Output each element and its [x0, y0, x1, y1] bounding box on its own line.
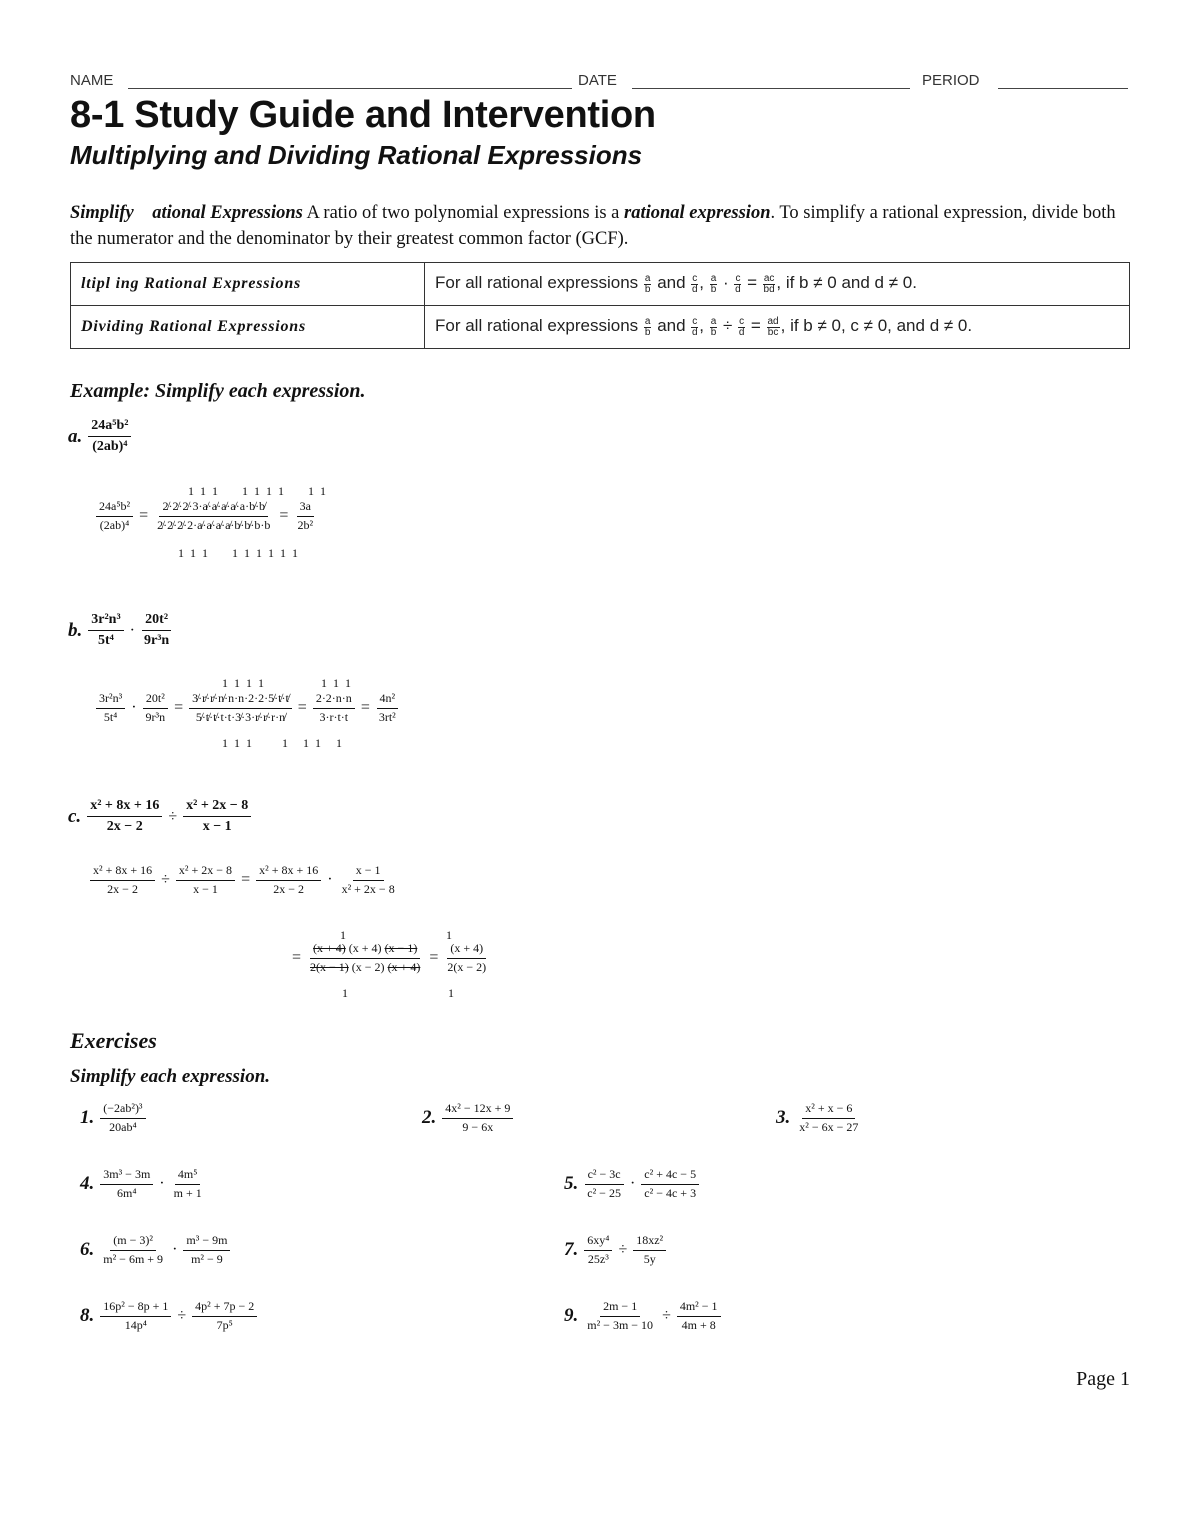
example-c-problem: c. $\frac{\text{x² + 8x + 16}}{2x - 2}$ ÷ $\frac{\text{x² + 2x − 8}}{x - 1}$ — [68, 798, 251, 835]
frac-den: 5̸·t̸·t̸·t·t·3̸·3·r̸·r̸·r·n̸ — [195, 709, 286, 724]
frac-den: 9 − 6x — [462, 1119, 494, 1134]
frac-num: 24a⁵b² — [88, 418, 131, 437]
work-frac-3 — [189, 692, 292, 725]
frac-num: a — [710, 315, 717, 327]
frac-den: bd — [763, 283, 775, 295]
frac-num: c — [735, 272, 741, 284]
frac-den: 5t⁴ — [103, 709, 118, 724]
operator: ÷ — [618, 1241, 628, 1259]
frac-den: bc — [767, 326, 779, 338]
exercise-label: 5. — [564, 1173, 579, 1195]
frac-den: m² − 6m + 9 — [103, 1251, 164, 1266]
exercise-7 — [564, 1234, 666, 1267]
rule-frac-a-b-2 — [710, 274, 718, 295]
factor-cancelled: (x − 1) — [384, 941, 418, 955]
example-c-one-bottom-1: 1 — [342, 986, 348, 1000]
frac-2 — [633, 1234, 666, 1267]
rule-and: and — [657, 316, 686, 336]
frac-1 — [100, 1300, 171, 1333]
example-a-ones-top: 1 1 1 1 1 1 1 1 1 — [188, 484, 326, 498]
exercise-label: 3. — [776, 1107, 791, 1129]
operator: ÷ — [177, 1307, 187, 1325]
factor-cancelled: 2(x − 1) — [310, 959, 349, 974]
frac-num — [310, 942, 420, 959]
frac-num: m³ − 9m — [183, 1234, 230, 1251]
frac-num: 20t² — [142, 612, 171, 631]
rule-frac-c-d-2 — [734, 274, 741, 295]
example-c-work-1: $\frac{\text{x² + 8x + 16}}{2x - 2}$ ÷ $\frac{\text{x² + 2x − 8}}{x - 1}$ = $\frac{\text{x² + 8x + 16}}{2x - 2}$ · $\frac{x - 1}{\text{x² + 2x − 8}}$ — [90, 864, 398, 897]
exercises-subheading: Simplify each expression. — [70, 1066, 271, 1087]
frac-num: 2m − 1 — [600, 1300, 640, 1317]
work-frac-3 — [256, 864, 321, 897]
exercise-1 — [80, 1102, 146, 1135]
intro-term: rational expression — [624, 203, 771, 223]
frac-den: m² − 9 — [191, 1251, 223, 1266]
frac-den: (2ab)⁴ — [99, 517, 130, 532]
frac-den: m + 1 — [173, 1185, 202, 1200]
frac-1 — [442, 1102, 513, 1135]
factor-cancelled: (x + 4) — [313, 941, 346, 955]
exercise-label: 6. — [80, 1239, 95, 1261]
frac-den: 9r³n — [143, 633, 170, 649]
frac-1 — [796, 1102, 861, 1135]
frac-den: 9r³n — [145, 709, 166, 724]
work-answer — [444, 942, 489, 975]
rule-prefix: For all rational expressions — [435, 273, 639, 293]
operator: · — [629, 1175, 636, 1193]
frac-num: x² + 8x + 16 — [87, 798, 162, 817]
frac-den: d — [692, 326, 698, 338]
frac-num: c — [739, 315, 745, 327]
frac-den: m² − 3m − 10 — [587, 1317, 654, 1332]
rule-frac-a-b-2 — [710, 317, 718, 338]
work-answer — [376, 692, 399, 725]
frac-num: (−2ab²)³ — [100, 1102, 145, 1119]
frac-num: 16p² − 8p + 1 — [100, 1300, 171, 1317]
frac-den: 2x − 2 — [106, 819, 143, 835]
frac-den: (2ab)⁴ — [92, 439, 128, 455]
work-frac-4 — [313, 692, 355, 725]
exercise-9 — [564, 1300, 721, 1333]
frac-num: a — [710, 272, 717, 284]
frac-2 — [171, 1168, 205, 1201]
frac-den: d — [692, 283, 698, 295]
rule-text: For all rational expressions $\frac{a}{b}$ and $\frac{c}{d}$ , $\frac{a}{b}$ · $\frac{c}{d}$ = $\frac{ac}{bd}$ , if b ≠ 0 and d ≠ 0. — [425, 263, 1130, 306]
rule-prefix: For all rational expressions — [435, 316, 639, 336]
factor-cancelled: (x + 4) — [387, 959, 421, 974]
example-c-label: c. — [68, 805, 82, 827]
frac-num: 2̸·2̸·2̸·3·a̸·a̸·a̸·a̸·a·b̸·b̸ — [159, 500, 268, 517]
frac-num: 3̸·r̸·r̸·n̸·n·n·2·2·5̸·t̸·t̸ — [189, 692, 292, 709]
page-number: Page 1 — [1076, 1368, 1130, 1390]
frac-num: 3r²n³ — [88, 612, 123, 631]
work-frac-1 — [96, 500, 133, 533]
exercise-6 — [80, 1234, 230, 1267]
exercise-label: 4. — [80, 1173, 95, 1195]
intro-text-1: A ratio of two polynomial expressions is a — [302, 203, 624, 223]
work-frac-2 — [143, 692, 169, 725]
example-c-one-top-2: 1 — [446, 928, 452, 942]
frac-den: c² − 25 — [587, 1185, 621, 1200]
frac-den: x − 1 — [193, 881, 218, 896]
operator: · — [159, 1175, 165, 1193]
example-c-one-bottom-2: 1 — [448, 986, 454, 1000]
factored-frac — [307, 942, 423, 975]
factor: (x + 4) — [348, 941, 382, 955]
example-a-problem — [68, 418, 131, 455]
frac-den: d — [735, 283, 741, 295]
frac-den: 20ab⁴ — [109, 1119, 137, 1134]
frac-den — [307, 959, 423, 975]
intro-lead: Simplify ational Expressions — [70, 203, 303, 223]
rule-frac-c-d-2 — [738, 317, 745, 338]
rule-frac-a-b — [644, 317, 652, 338]
exercise-2 — [422, 1102, 513, 1135]
exercise-label: 2. — [422, 1107, 437, 1129]
frac-2 — [641, 1168, 699, 1201]
rule-row-divide — [71, 306, 1130, 349]
name-label: NAME — [70, 72, 114, 89]
frac-den: b — [710, 283, 717, 295]
intro-paragraph — [70, 200, 1130, 252]
frac-den: d — [738, 326, 745, 338]
rule-frac-c-d — [691, 317, 698, 338]
frac-den: 2̸·2̸·2̸·2·a̸·a̸·a̸·a̸·b̸·b̸·b·b — [157, 517, 271, 532]
date-label: DATE — [578, 72, 617, 89]
operator: ÷ — [662, 1307, 671, 1325]
frac-num: a — [644, 272, 651, 284]
rules-table — [70, 262, 1130, 349]
page-subtitle: Multiplying and Dividing Rational Expressions — [70, 140, 643, 170]
frac-num: 18xz² — [633, 1234, 666, 1251]
rule-op: ÷ — [723, 316, 733, 336]
frac-num: 24a⁵b² — [96, 500, 133, 517]
rule-text: For all rational expressions $\frac{a}{b}$ and $\frac{c}{d}$ , $\frac{a}{b}$ ÷ $\frac{c}{d}$ = $\frac{ad}{bc}$ , if b ≠ 0, c ≠ 0, and d ≠ 0. — [425, 306, 1130, 349]
frac-den: 5t⁴ — [98, 633, 114, 649]
frac-num: x² + 8x + 16 — [90, 864, 155, 881]
frac-1 — [584, 1168, 624, 1201]
date-field[interactable] — [632, 88, 910, 89]
frac-num: c — [692, 315, 698, 327]
frac-1 — [100, 1234, 166, 1267]
frac-num: 20t² — [143, 692, 168, 709]
example-b-work: $\frac{\text{3r²n³}}{\text{5t⁴}}$ · $\frac{\text{20t²}}{\text{9r³n}}$ = $\frac{3̸\cdot r̸\cdot r̸\cdot n̸\cdot n\cdot n\cdot 2\cdot 2\cdot 5̸\cdot t̸\cdot t̸}{5̸\cdot t̸\cdot t̸\cdot t\cdot t\cdot 3̸\cdot 3\cdot r̸\cdot r̸\cdot r\cdot n̸}$ = $\frac{2\cdot 2\cdot n\cdot n}{3\cdot r\cdot t\cdot t}$ = $\frac{\text{4n²}}{\text{3rt²}}$ — [96, 692, 399, 725]
frac-den: 4m + 8 — [681, 1317, 716, 1332]
frac-den: 2x − 2 — [273, 881, 305, 896]
frac-2 — [183, 1234, 230, 1267]
example-b-ones-bottom: 1 1 1 1 1 1 1 — [222, 736, 342, 750]
exercises-heading: Exercises — [70, 1028, 157, 1053]
example-heading: Example: Simplify each expression. — [70, 380, 366, 402]
frac-num: 4m⁵ — [175, 1168, 201, 1185]
frac-den: c² − 4c + 3 — [644, 1185, 697, 1200]
frac-num: x² + 2x − 8 — [176, 864, 235, 881]
frac-den: 2x − 2 — [107, 881, 138, 896]
frac-den: b — [710, 326, 717, 338]
frac-den: x − 1 — [202, 819, 232, 835]
frac-2 — [141, 612, 172, 649]
frac-num: 3m³ − 3m — [100, 1168, 153, 1185]
frac-2 — [677, 1300, 721, 1333]
exercise-label: 9. — [564, 1305, 579, 1327]
example-a-label: a. — [68, 425, 83, 447]
example-b-problem: b. $\frac{\text{3r²n³}}{\text{5t⁴}}$ · $\frac{\text{20t²}}{\text{9r³n}}$ — [68, 612, 172, 649]
exercise-label: 1. — [80, 1107, 95, 1129]
rule-condition: , if b ≠ 0 and d ≠ 0. — [776, 273, 917, 293]
frac-num: x − 1 — [353, 864, 384, 881]
example-a-work: $\frac{\text{24a⁵b²}}{\text{(2ab)⁴}}$ = $\frac{2̸\cdot 2̸\cdot 2̸\cdot 3\cdot a̸\cdot a̸\cdot a̸\cdot a̸\cdot a\cdot b̸\cdot b̸}{2̸\cdot 2̸\cdot 2̸\cdot 2\cdot a̸\cdot a̸\cdot a̸\cdot a̸\cdot b̸\cdot b̸\cdot b\cdot b}$ = $\frac{3a}{\text{2b²}}$ — [96, 500, 316, 533]
frac-num: c² + 4c − 5 — [641, 1168, 699, 1185]
frac-den: x² + 2x − 8 — [341, 881, 395, 896]
exercise-8 — [80, 1300, 257, 1333]
rule-condition: , if b ≠ 0, c ≠ 0, and d ≠ 0. — [780, 316, 973, 336]
exercise-4 — [80, 1168, 205, 1201]
frac-num: (x + 4) — [447, 942, 486, 959]
frac-num: a — [644, 315, 651, 327]
frac-2 — [192, 1300, 257, 1333]
name-field[interactable] — [128, 88, 572, 89]
example-c-work-2: = $\frac{(x + 4) (x + 4) (x - 1)}{2(x - 1) (x - 2) (x + 4)}$ = $\frac{(x + 4)}{2(x - 2)}$ — [292, 942, 489, 975]
period-field[interactable] — [998, 88, 1128, 89]
frac-num: (m − 3)² — [110, 1234, 156, 1251]
frac-1 — [87, 798, 162, 835]
example-c-one-top-1: 1 — [340, 928, 346, 942]
frac-den: 25z³ — [587, 1251, 609, 1266]
frac-num: x² + x − 6 — [802, 1102, 855, 1119]
work-frac-1 — [96, 692, 125, 725]
rule-frac-a-b — [644, 274, 652, 295]
frac-num: ac — [763, 272, 775, 284]
rule-result-frac — [767, 317, 780, 338]
exercise-label: 8. — [80, 1305, 95, 1327]
frac-num: 6xy⁴ — [584, 1234, 612, 1251]
frac-den: b — [644, 326, 651, 338]
frac-num: ad — [767, 315, 779, 327]
frac-den: 6m⁴ — [117, 1185, 137, 1200]
exercise-label: 7. — [564, 1239, 579, 1261]
frac-den: x² − 6x − 27 — [799, 1119, 859, 1134]
rule-name: Dividing Rational Expressions — [71, 306, 425, 349]
factor: (x − 2) — [351, 959, 385, 974]
frac-num: 3r²n³ — [96, 692, 125, 709]
work-frac-4 — [339, 864, 398, 897]
frac-1 — [584, 1234, 612, 1267]
intro-text-2: . To simplify a rational expression, divide both the numerator and the denominator by their greatest common factor (GCF). — [70, 203, 1116, 249]
work-answer — [294, 500, 316, 533]
work-frac-2 — [154, 500, 273, 533]
frac-num: 4x² − 12x + 9 — [442, 1102, 513, 1119]
rule-op: · — [723, 273, 729, 293]
frac-den: 3·r·t·t — [319, 709, 349, 724]
operator: · — [172, 1241, 178, 1259]
frac-num: 3a — [297, 500, 314, 517]
page-title: 8-1 Study Guide and Intervention — [70, 94, 656, 136]
frac-num: 4p² + 7p − 2 — [192, 1300, 257, 1317]
frac-num: c² − 3c — [585, 1168, 624, 1185]
frac-1 — [88, 612, 123, 649]
frac-den: 14p⁴ — [124, 1317, 147, 1332]
frac-1 — [100, 1168, 153, 1201]
exercise-3 — [776, 1102, 861, 1135]
frac-num: x² + 2x − 8 — [183, 798, 251, 817]
rule-and: and — [657, 273, 686, 293]
rule-row-multiply — [71, 263, 1130, 306]
frac-num: x² + 8x + 16 — [256, 864, 321, 881]
period-label: PERIOD — [922, 72, 980, 89]
work-frac-2 — [176, 864, 235, 897]
example-a-fraction — [88, 418, 131, 455]
frac-num: 2·2·n·n — [313, 692, 355, 709]
frac-num: c — [692, 272, 698, 284]
exercise-5 — [564, 1168, 699, 1201]
frac-num: 4m² − 1 — [677, 1300, 721, 1317]
example-b-ones-top: 1 1 1 1 1 1 1 — [222, 676, 351, 690]
frac-num: 4n² — [377, 692, 399, 709]
example-b-label: b. — [68, 619, 83, 641]
work-frac-1 — [90, 864, 155, 897]
frac-den: 5y — [643, 1251, 656, 1266]
example-a-ones-bottom: 1 1 1 1 1 1 1 1 1 — [178, 546, 298, 560]
frac-1 — [584, 1300, 656, 1333]
frac-den: 3rt² — [378, 709, 396, 724]
frac-2 — [183, 798, 251, 835]
rule-frac-c-d — [691, 274, 698, 295]
rule-result-frac — [763, 274, 776, 295]
frac-den: 2(x − 2) — [447, 959, 487, 974]
rule-name: ltipl ing Rational Expressions — [71, 263, 425, 306]
frac-den: 2b² — [297, 517, 314, 532]
frac-1 — [100, 1102, 145, 1135]
frac-den: 7p⁵ — [216, 1317, 233, 1332]
frac-den: b — [644, 283, 651, 295]
